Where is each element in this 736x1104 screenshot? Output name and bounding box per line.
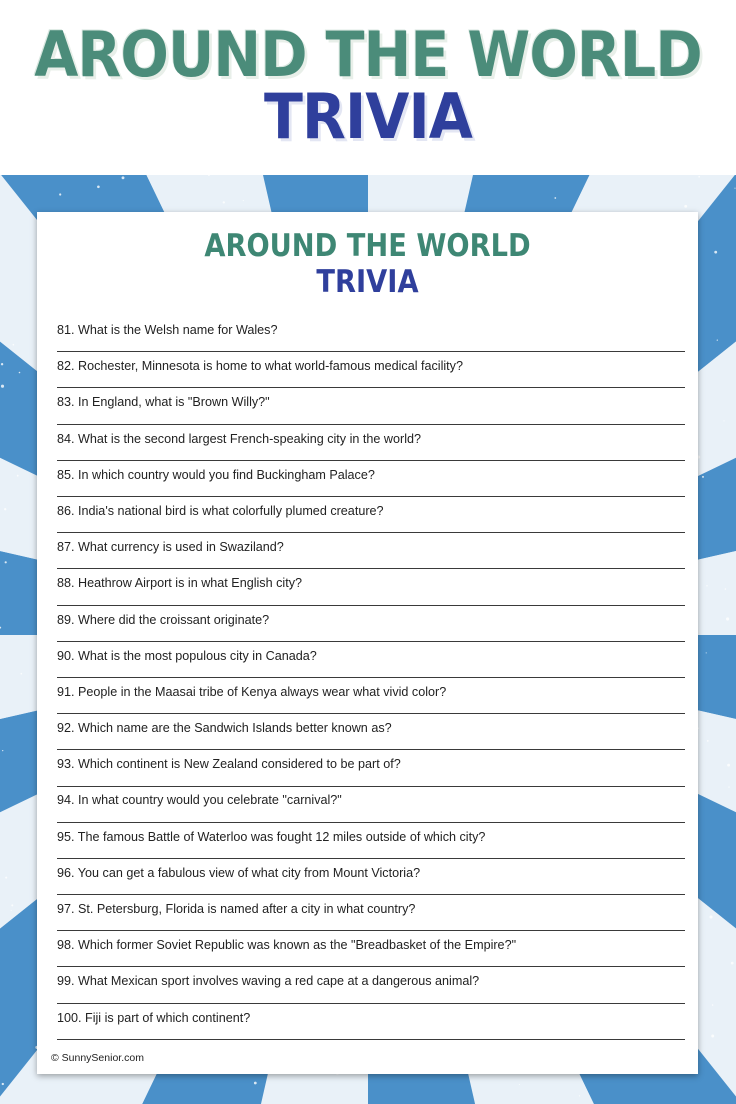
- question-text: 97. St. Petersburg, Florida is named after a city in what country?: [57, 902, 416, 916]
- question-row: [57, 968, 685, 1003]
- question-text: 89. Where did the croissant originate?: [57, 612, 270, 627]
- question-row: [57, 824, 685, 859]
- question-row: [57, 389, 685, 424]
- question-text: 91. People in the Maasai tribe of Kenya always wear what vivid color?: [57, 684, 447, 699]
- question-text: 92. Which name are the Sandwich Islands better known as?: [57, 721, 392, 736]
- question-row: [57, 498, 685, 533]
- question-row: [57, 643, 685, 678]
- question-row: [57, 787, 685, 822]
- question-text: 82. Rochester, Minnesota is home to what world-famous medical facility?: [57, 359, 463, 374]
- question-text: 90. What is the most populous city in Canada?: [57, 648, 317, 663]
- page-subtitle: TRIVIA: [263, 80, 473, 153]
- question-row: [57, 1005, 685, 1040]
- question-row: [57, 317, 685, 352]
- question-text: 87. What currency is used in Swaziland?: [57, 540, 284, 555]
- question-text: 95. The famous Battle of Waterloo was fought 12 miles outside of which city?: [57, 829, 486, 844]
- question-row: [57, 751, 685, 786]
- question-row: [57, 534, 685, 569]
- question-text: 83. In England, what is "Brown Willy?": [57, 395, 270, 410]
- question-text: 96. You can get a fabulous view of what city from Mount Victoria?: [57, 865, 421, 880]
- header: [0, 0, 736, 170]
- question-row: [57, 932, 685, 967]
- question-text: 84. What is the second largest French-speaking city in the world?: [57, 431, 422, 446]
- trivia-worksheet: [37, 212, 698, 1074]
- question-row: [57, 896, 685, 931]
- page-title: AROUND THE WORLD: [34, 18, 702, 91]
- question-text: 98. Which former Soviet Republic was known as the "Breadbasket of the Empire?": [57, 938, 517, 953]
- copyright-footer: © SunnySenior.com: [51, 1052, 144, 1064]
- question-text: 88. Heathrow Airport is in what English city?: [57, 576, 302, 591]
- question-text: 99. What Mexican sport involves waving a red cape at a dangerous animal?: [57, 974, 480, 989]
- question-list: [57, 317, 685, 1041]
- question-text: 81. What is the Welsh name for Wales?: [57, 323, 278, 337]
- question-text: 85. In which country would you find Buckingham Palace?: [57, 467, 375, 482]
- question-text: 93. Which continent is New Zealand considered to be part of?: [57, 757, 401, 772]
- question-text: 86. India's national bird is what colorfully plumed creature?: [57, 503, 384, 518]
- worksheet-subtitle: TRIVIA: [316, 264, 419, 300]
- question-row: [57, 607, 685, 642]
- question-row: [57, 353, 685, 388]
- question-row: [57, 860, 685, 895]
- worksheet-title: AROUND THE WORLD: [204, 228, 531, 264]
- question-row: [57, 679, 685, 714]
- question-row: [57, 570, 685, 605]
- question-row: [57, 462, 685, 497]
- question-text: 100. Fiji is part of which continent?: [57, 1010, 251, 1025]
- question-row: [57, 426, 685, 461]
- question-text: 94. In what country would you celebrate "carnival?": [57, 793, 342, 808]
- question-row: [57, 715, 685, 750]
